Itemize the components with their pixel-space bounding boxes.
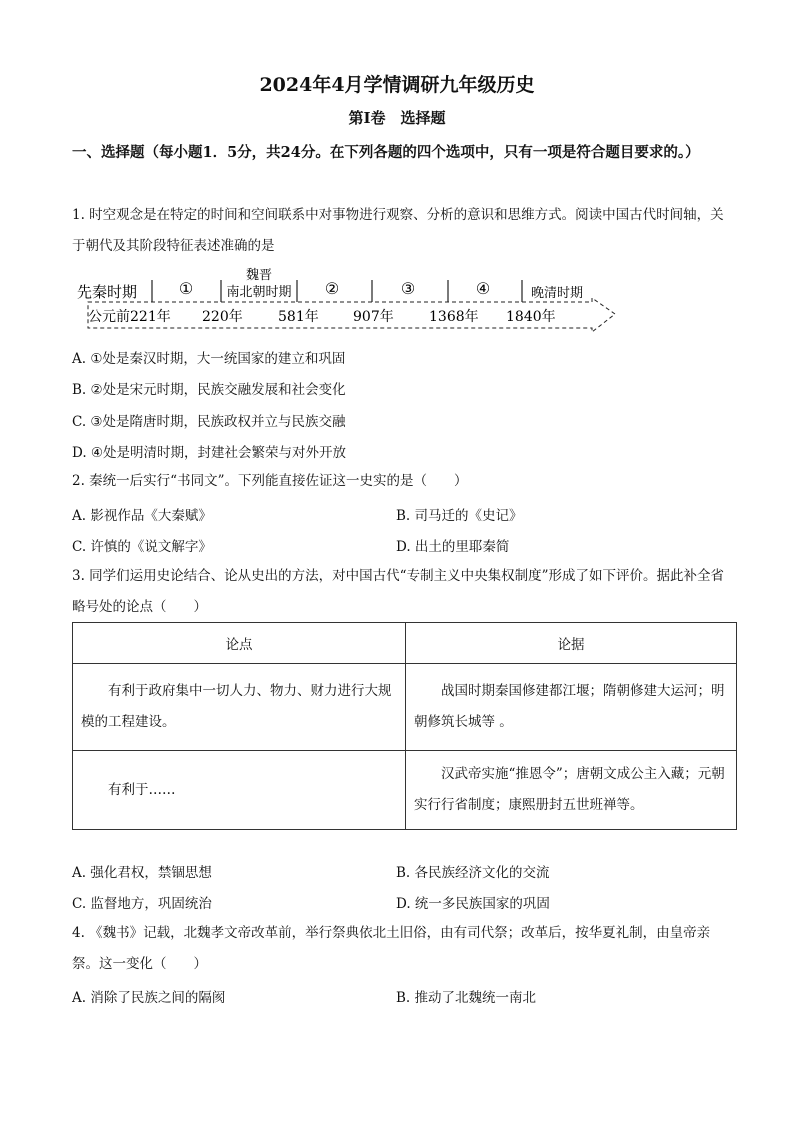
- q1-stem: 1. 时空观念是在特定的时间和空间联系中对事物进行观察、分析的意识和思维方式。阅读中国古代时间轴，关于朝代及其阶段特征表述准确的是: [72, 207, 724, 254]
- timeline-date: 220年: [202, 309, 243, 325]
- q2-option-a: A. 影视作品《大秦赋》: [72, 508, 212, 524]
- table-cell: 战国时期秦国修建都江堰；隋朝修建大运河；明朝修筑长城等 。: [406, 664, 737, 751]
- period-label: 先秦时期: [77, 283, 138, 301]
- q3-option-a: A. 强化君权，禁锢思想: [72, 865, 212, 881]
- q1-option-a: A. ①处是秦汉时期，大一统国家的建立和巩固: [72, 351, 346, 367]
- period-label: ③: [400, 279, 416, 298]
- q2-option-d: D. 出土的里耶秦简: [396, 539, 510, 555]
- timeline-svg: [72, 266, 632, 336]
- q3-option-b: B. 各民族经济文化的交流: [396, 865, 550, 881]
- q1-option-b: B. ②处是宋元时期，民族交融发展和社会变化: [72, 382, 346, 398]
- table-cell: 汉武帝实施“推恩令”；唐朝文成公主入藏；元朝实行行省制度；康熙册封五世班禅等。: [406, 751, 737, 830]
- q4-option-a: A. 消除了民族之间的隔阂: [72, 990, 226, 1006]
- timeline-date: 907年: [353, 309, 394, 325]
- period-label: 魏晋: [245, 268, 273, 283]
- timeline-figure: [72, 266, 632, 336]
- section-heading: 一、选择题（每小题1．5分，共24分。在下列各题的四个选项中，只有一项是符合题目要求的。）: [72, 144, 700, 161]
- part-title: 第Ⅰ卷 选择题: [348, 109, 446, 127]
- table-row: [73, 751, 737, 830]
- q3-option-d: D. 统一多民族国家的巩固: [396, 896, 550, 912]
- table-cell: 有利于……: [73, 751, 406, 830]
- timeline-date: 公元前221年: [88, 309, 171, 325]
- table-cell: 有利于政府集中一切人力、物力、财力进行大规模的工程建设。: [73, 664, 406, 751]
- period-label: ①: [178, 279, 194, 298]
- period-label: ④: [475, 279, 491, 298]
- q2-option-c: C. 许慎的《说文解字》: [72, 539, 212, 555]
- page-title: 2024年4月学情调研九年级历史: [259, 74, 535, 96]
- timeline-date: 581年: [278, 309, 319, 325]
- q4-option-b: B. 推动了北魏统一南北: [396, 990, 537, 1006]
- table-row: [73, 664, 737, 751]
- period-label: ②: [324, 279, 340, 298]
- timeline-date: 1840年: [506, 309, 556, 325]
- q1-option-c: C. ③处是隋唐时期，民族政权并立与民族交融: [72, 414, 346, 430]
- q2-option-b: B. 司马迁的《史记》: [396, 508, 523, 524]
- q3-stem: 3. 同学们运用史论结合、论从史出的方法，对中国古代“专制主义中央集权制度”形成了如下评价。据此补全省略号处的论点（ ）: [72, 568, 724, 615]
- table-header-thesis: 论点: [73, 623, 406, 664]
- argument-table: [72, 622, 737, 830]
- period-label: 晚清时期: [530, 286, 584, 301]
- q4-stem: 4. 《魏书》记载，北魏孝文帝改革前，举行祭典依北土旧俗，由有司代祭；改革后，按华夏礼制，由皇帝亲祭。这一变化（ ）: [72, 925, 711, 972]
- q3-option-c: C. 监督地方，巩固统治: [72, 896, 212, 912]
- q1-option-d: D. ④处是明清时期，封建社会繁荣与对外开放: [72, 445, 347, 461]
- q2-stem: 2. 秦统一后实行“书同文”。下列能直接佐证这一史实的是（ ）: [72, 473, 468, 489]
- timeline-date: 1368年: [429, 309, 479, 325]
- table-header-evidence: 论据: [406, 623, 737, 664]
- period-label: 南北朝时期: [226, 285, 292, 300]
